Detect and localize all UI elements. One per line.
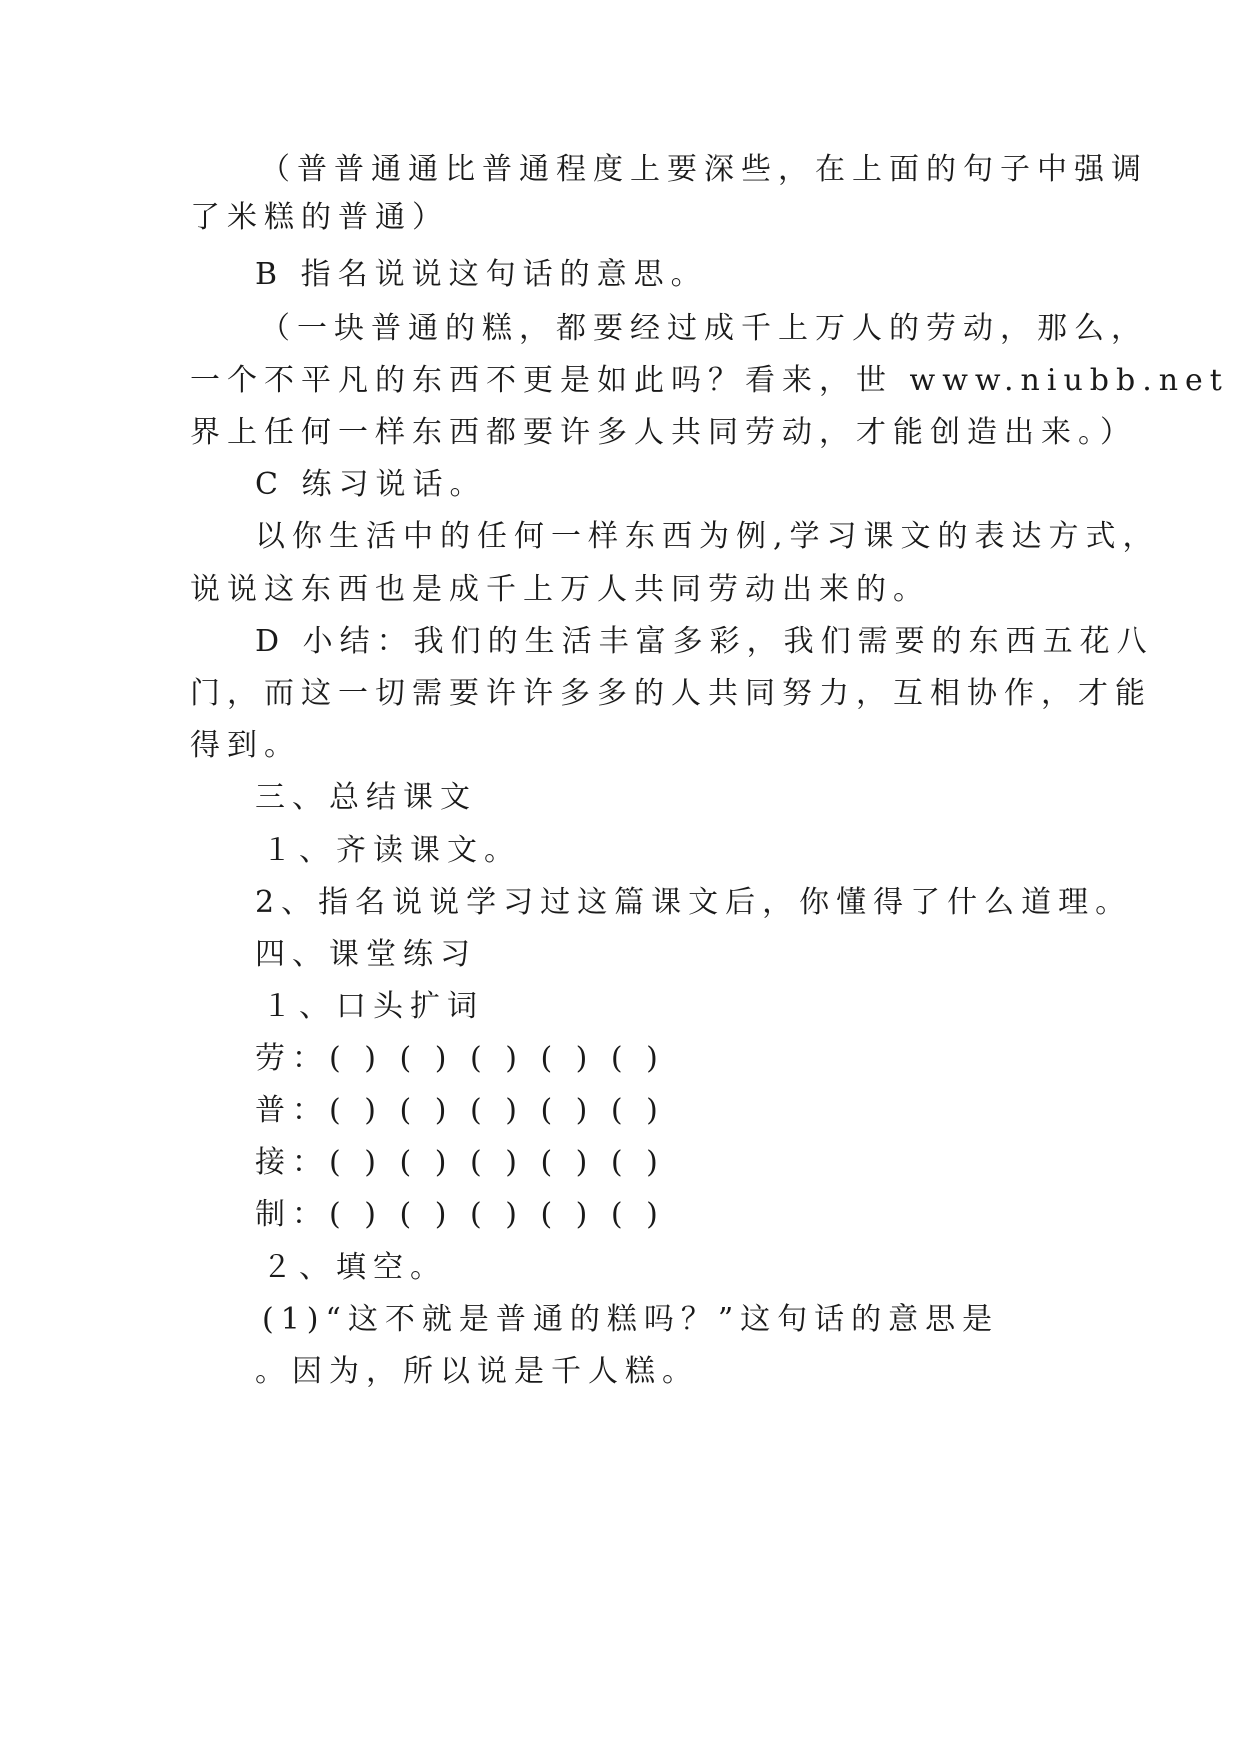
paragraph-line: 界上任何一样东西都要许多人共同劳动，才能创造出来。） <box>190 415 1137 450</box>
list-item: １、齐读课文。 <box>262 833 521 868</box>
paragraph-line: B 指名说说这句话的意思。 <box>255 257 708 292</box>
paragraph-line: 门，而这一切需要许许多多的人共同努力，互相协作，才能 <box>190 676 1152 711</box>
paragraph-line: C 练习说话。 <box>255 467 487 502</box>
paragraph-line: 以你生活中的任何一样东西为例,学习课文的表达方式， <box>255 519 1160 554</box>
paragraph-line: 说说这东西也是成千上万人共同劳动出来的。 <box>190 572 930 607</box>
list-item: １、口头扩词 <box>262 989 484 1024</box>
section-heading: 四、课堂练习 <box>255 937 477 972</box>
paragraph-line: 一个不平凡的东西不更是如此吗？看来，世 www.niubb.net <box>190 363 1229 398</box>
exercise-line: 普：( ) ( ) ( ) ( ) ( ) <box>255 1093 665 1128</box>
exercise-line: 制：( ) ( ) ( ) ( ) ( ) <box>255 1197 665 1232</box>
exercise-line: (1)“这不就是普通的糕吗？”这句话的意思是 <box>262 1302 1000 1337</box>
paragraph-line: 了米糕的普通） <box>190 200 449 235</box>
paragraph-line: D 小结：我们的生活丰富多彩，我们需要的东西五花八 <box>255 624 1154 659</box>
list-item: 2、指名说说学习过这篇课文后，你懂得了什么道理。 <box>255 885 1133 920</box>
exercise-line: 。因为，所以说是千人糕。 <box>255 1354 699 1389</box>
paragraph-line: （一块普通的糕，都要经过成千上万人的劳动，那么， <box>260 311 1148 346</box>
paragraph-line: 得到。 <box>190 728 301 763</box>
list-item: ２、填空。 <box>262 1250 447 1285</box>
exercise-line: 劳：( ) ( ) ( ) ( ) ( ) <box>255 1041 665 1076</box>
exercise-line: 接：( ) ( ) ( ) ( ) ( ) <box>255 1145 665 1180</box>
paragraph-line: （普普通通比普通程度上要深些，在上面的句子中强调 <box>260 152 1148 187</box>
section-heading: 三、总结课文 <box>255 780 477 815</box>
